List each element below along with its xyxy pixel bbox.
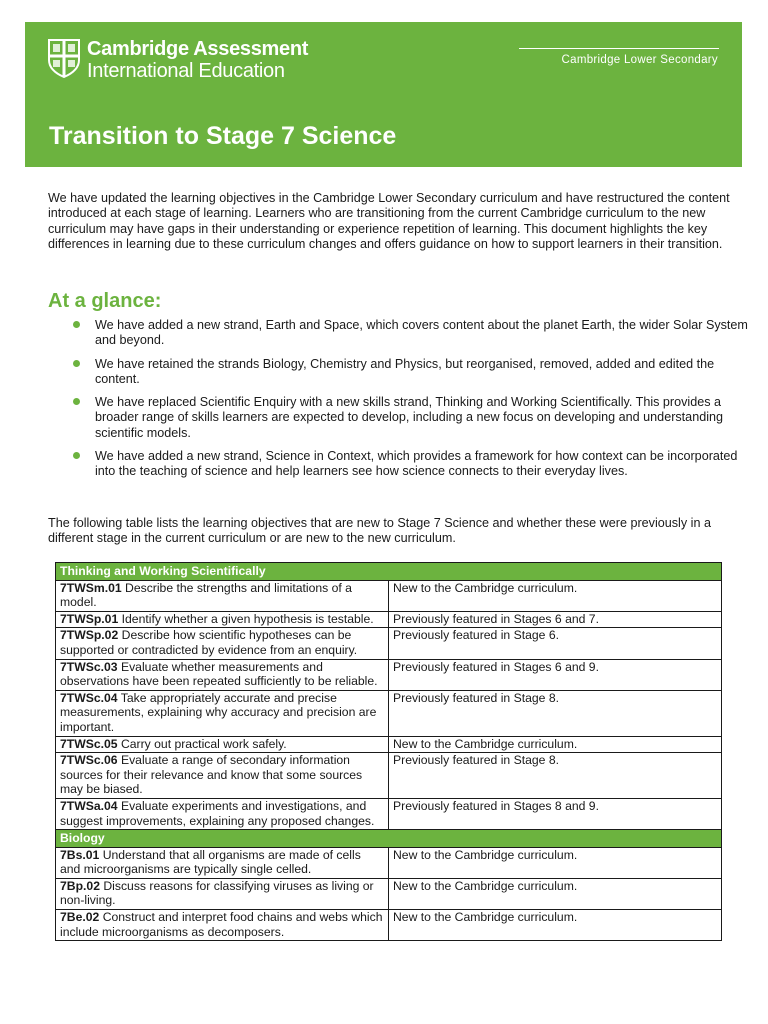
stage-label: Cambridge Lower Secondary [561,54,718,66]
table-row [56,798,722,829]
table-row [56,580,722,611]
document-title: Transition to Stage 7 Science [49,122,397,150]
objective-cell [56,798,389,829]
bullet-icon [73,360,80,367]
status-cell: Previously featured in Stage 8. [389,690,722,736]
objective-cell [56,611,389,628]
bullet-icon [73,321,80,328]
header-divider [519,48,719,49]
table-row [56,628,722,659]
table-row [56,847,722,878]
table-row [56,910,722,941]
intro-paragraph: We have updated the learning objectives in the Cambridge Lower Secondary curriculum and have restructured the content introduced at each stage of learning. Learners who are transitioning from the current Cambridge curriculum to the new curriculum may have gaps in their understanding or experience repetition of learning. This document highlights the key differences in learning due to these curriculum changes and offers guidance on how to support learners in their transition. [48,191,730,251]
bullet-text: We have added a new strand, Science in Context, which provides a framework for how context can be incorporated into the teaching of science and help learners see how science connects to their everyday lives. [95,449,738,479]
list-item [48,395,748,441]
objective-cell [56,736,389,753]
glance-list [48,318,748,488]
list-item [48,318,748,349]
section-heading: Biology [56,830,722,848]
objective-text: Understand that all organisms are made of cells and microorganisms are typically single celled. [60,847,361,877]
objective-cell [56,878,389,909]
bullet-text: We have replaced Scientific Enquiry with a new skills strand, Thinking and Working Scientifically. This provides a broader range of skills learners are expected to develop, including a new focus on developing and understanding scientific models. [95,395,724,440]
objective-text: Take appropriately accurate and precise measurements, explaining why accuracy and precision are important. [60,690,377,734]
objective-text: Identify whether a given hypothesis is testable. [118,611,374,626]
objective-cell [56,659,389,690]
cambridge-logo [47,38,308,82]
table-row [56,690,722,736]
header-banner [25,22,742,167]
table-row [56,878,722,909]
objective-cell [56,690,389,736]
org-name-line2: International Education [87,60,285,82]
status-cell: New to the Cambridge curriculum. [389,910,722,941]
objectives-table [55,562,722,941]
status-cell: Previously featured in Stage 8. [389,753,722,799]
section-heading: Thinking and Working Scientifically [56,563,722,581]
objective-cell [56,628,389,659]
status-cell: New to the Cambridge curriculum. [389,580,722,611]
objective-text: Evaluate whether measurements and observations have been repeated sufficiently to be reliable. [60,659,378,689]
objective-cell [56,753,389,799]
status-cell: Previously featured in Stages 6 and 7. [389,611,722,628]
objective-code: 7TWSp.02 [60,628,119,643]
objective-code: 7TWSp.01 [60,611,119,626]
org-name-line1: Cambridge Assessment [87,38,309,60]
objective-text: Evaluate a range of secondary information sources for their relevance and know that some sources may be biased. [60,753,363,797]
glance-heading: At a glance: [48,290,162,312]
objective-code: 7Bp.02 [60,878,100,893]
objective-code: 7TWSa.04 [60,798,118,813]
objective-text: Construct and interpret food chains and webs which include microorganisms as decomposers. [60,910,383,939]
objective-code: 7TWSc.05 [60,736,118,751]
objective-code: 7Bs.01 [60,847,100,862]
objective-text: Discuss reasons for classifying viruses as living or non-living. [60,878,374,908]
table-row [56,736,722,753]
objective-text: Evaluate experiments and investigations, and suggest improvements, explaining any proposed changes. [60,798,375,828]
list-item [48,449,748,480]
objective-cell [56,580,389,611]
table-row [56,659,722,690]
section-row [56,830,722,848]
status-cell: New to the Cambridge curriculum. [389,878,722,909]
objective-text: Carry out practical work safely. [117,736,287,751]
objective-cell [56,847,389,878]
status-cell: Previously featured in Stages 8 and 9. [389,798,722,829]
objective-text: Describe how scientific hypotheses can be supported or contradicted by evidence from an enquiry. [60,628,358,657]
objective-cell [56,910,389,941]
objective-code: 7TWSm.01 [60,580,122,595]
table-intro: The following table lists the learning objectives that are new to Stage 7 Science and whether these were previously in a different stage in the current curriculum or are new to the new curriculum. [48,516,711,546]
objective-text: Describe the strengths and limitations of a model. [60,580,352,610]
section-row [56,563,722,581]
bullet-icon [73,398,80,405]
table-row [56,611,722,628]
bullet-text: We have retained the strands Biology, Chemistry and Physics, but reorganised, removed, added and edited the content. [95,356,715,386]
status-cell: New to the Cambridge curriculum. [389,736,722,753]
table-row [56,753,722,799]
bullet-text: We have added a new strand, Earth and Space, which covers content about the planet Earth, the wider Solar System and beyond. [95,318,748,348]
status-cell: Previously featured in Stage 6. [389,628,722,659]
status-cell: New to the Cambridge curriculum. [389,847,722,878]
objective-code: 7TWSc.04 [60,690,118,705]
shield-icon [47,38,81,78]
list-item [48,357,748,388]
objective-code: 7Be.02 [60,910,100,925]
status-cell: Previously featured in Stages 6 and 9. [389,659,722,690]
objective-code: 7TWSc.06 [60,753,118,768]
objective-code: 7TWSc.03 [60,659,118,674]
bullet-icon [73,452,80,459]
